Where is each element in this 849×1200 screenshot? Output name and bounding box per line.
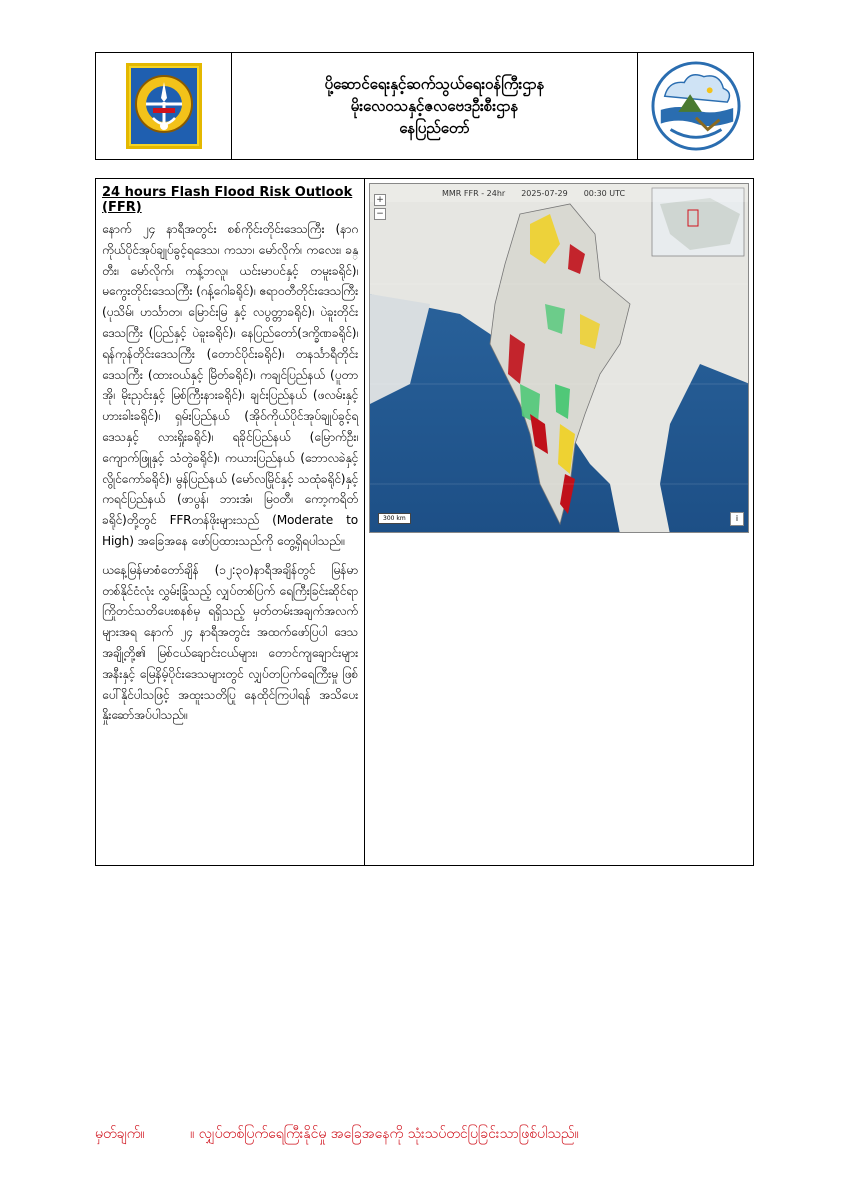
header-logo-cell	[96, 53, 232, 159]
map-title: MMR FFR - 24hr	[442, 188, 506, 198]
ffr-map[interactable]	[369, 183, 749, 533]
map-info-button[interactable]: i	[730, 512, 744, 526]
header-city: နေပြည်တော်	[399, 119, 470, 137]
ministry-emblem-icon	[131, 68, 197, 144]
ministry-logo	[126, 63, 202, 149]
outlook-text-cell	[96, 179, 365, 865]
dmh-logo-icon	[651, 61, 741, 151]
outlook-paragraph-2: ယနေ့မြန်မာစံတော်ချိန် (၁၂:၃၀)နာရီအချိန်တွင် မြန်မာတစ်နိုင်ငံလုံး လွှမ်းခြုံသည့် လျှပ်တစ်ပြက် ရေကြီးခြင်းဆိုင်ရာ ကြိုတင်သတိပေးစနစ်မှ ရရှိသည့် မှတ်တမ်းအချက်အလက်များအရ နောက် ၂၄ နာရီအတွင်း အထက်ဖော်ပြပါ ဒေသအချို့တို့၏ မြစ်ငယ်ချောင်းငယ်များ၊ တောင်ကျချောင်းများအနီးနှင့် မြေနိမ့်ပိုင်းဒေသများတွင် လျှပ်တပြက်ရေကြီးမှု ဖြစ်ပေါ်နိုင်ပါသဖြင့် အထူးသတိပြု နေထိုင်ကြပါရန် အသိပေး နှိုးဆော်အပ်ပါသည်။	[102, 562, 358, 723]
footer-text: ။ လျှပ်တစ်ပြက်ရေကြီးနိုင်မှု အခြေအနေကို သုံးသပ်တင်ပြခြင်းသာဖြစ်ပါသည်။	[190, 1126, 579, 1142]
footer-note	[95, 1124, 795, 1145]
header-right-logo-cell	[638, 53, 753, 159]
outlook-paragraph-1: နောက် ၂၄ နာရီအတွင်း စစ်ကိုင်းတိုင်းဒေသကြီး (နာဂကိုယ်ပိုင်အုပ်ချုပ်ခွင့်ရဒေသ၊ ကသာ၊ မော်လိုက်၊ ကလေး၊ ခန္တီး၊ မော်လိုက်၊ ကန့်ဘလူ၊ ယင်းမာပင်နှင့် တမူးခရိုင်)၊ မကွေးတိုင်းဒေသကြီး (ဂန့်ဂေါခရိုင်)၊ ဧရာဝတီတိုင်းဒေသကြီး (ပုသိမ်၊ ဟင်္သာတ၊ မြောင်းမြ နှင့် လပွတ္တာခရိုင်)၊ ပဲခူးတိုင်းဒေသကြီး (ပြည်နှင့် ပဲခူးခရိုင်)၊ နေပြည်တော်(ဒက္ခိဏခရိုင်)၊ ရန်ကုန်တိုင်းဒေသကြီး (တောင်ပိုင်းခရိုင်)၊ တနင်္သာရီတိုင်းဒေသကြီး (ထားဝယ်နှင့် မြိတ်ခရိုင်)၊ ကချင်ပြည်နယ် (ပူတာအို၊ မိုးညှင်းနှင့် မြစ်ကြီးနားခရိုင်)၊ ချင်းပြည်နယ် (ဖလမ်းနှင့် ဟားခါးခရိုင်)၊ ရှမ်းပြည်နယ် (အိုဝ်ကိုယ်ပိုင်အုပ်ချုပ်ခွင့်ရဒေသနှင့် လားရှိုးခရိုင်)၊ ရခိုင်ပြည်နယ် (မြောက်ဦး၊ ကျောက်ဖြူနှင့် သံတွဲခရိုင်)၊ ကယားပြည်နယ် (ဘောလခဲနှင့် လွိုင်ကော်ခရိုင်)၊ မွန်ပြည်နယ် (မော်လမြိုင်နှင့် သထုံခရိုင်)နှင့် ကရင်ပြည်နယ် (ဖာပွန်၊ ဘားအံ၊ မြဝတီ၊ ကော့ကရိတ်ခရိုင်)တို့တွင် FFRတန်ဖိုးများသည် (Moderate to High) အခြေအနေ ဖော်ပြထားသည်ကို တွေ့ရှိရပါသည်။	[102, 222, 358, 548]
header-title-cell	[232, 53, 638, 159]
outlook-title: 24 hours Flash Flood Risk Outlook (FFR)	[102, 185, 353, 215]
zoom-in-button[interactable]: +	[374, 194, 386, 206]
footer-label: မှတ်ချက်။	[95, 1126, 145, 1142]
map-time: 00:30 UTC	[583, 188, 626, 198]
header-table	[95, 52, 754, 160]
map-scale: 300 km	[378, 513, 411, 524]
header-department: မိုးလေဝသနှင့်ဇလဗေဒဦးစီးဌာန	[350, 97, 519, 115]
map-header	[370, 184, 748, 202]
map-cell	[365, 179, 753, 865]
header-ministry: ပို့ဆောင်ရေးနှင့်ဆက်သွယ်ရေးဝန်ကြီးဌာန	[324, 75, 545, 93]
outlook-table	[95, 178, 754, 866]
map-date: 2025-07-29	[521, 188, 568, 198]
zoom-out-button[interactable]: −	[374, 208, 386, 220]
ffr-map-graphic	[370, 184, 749, 533]
